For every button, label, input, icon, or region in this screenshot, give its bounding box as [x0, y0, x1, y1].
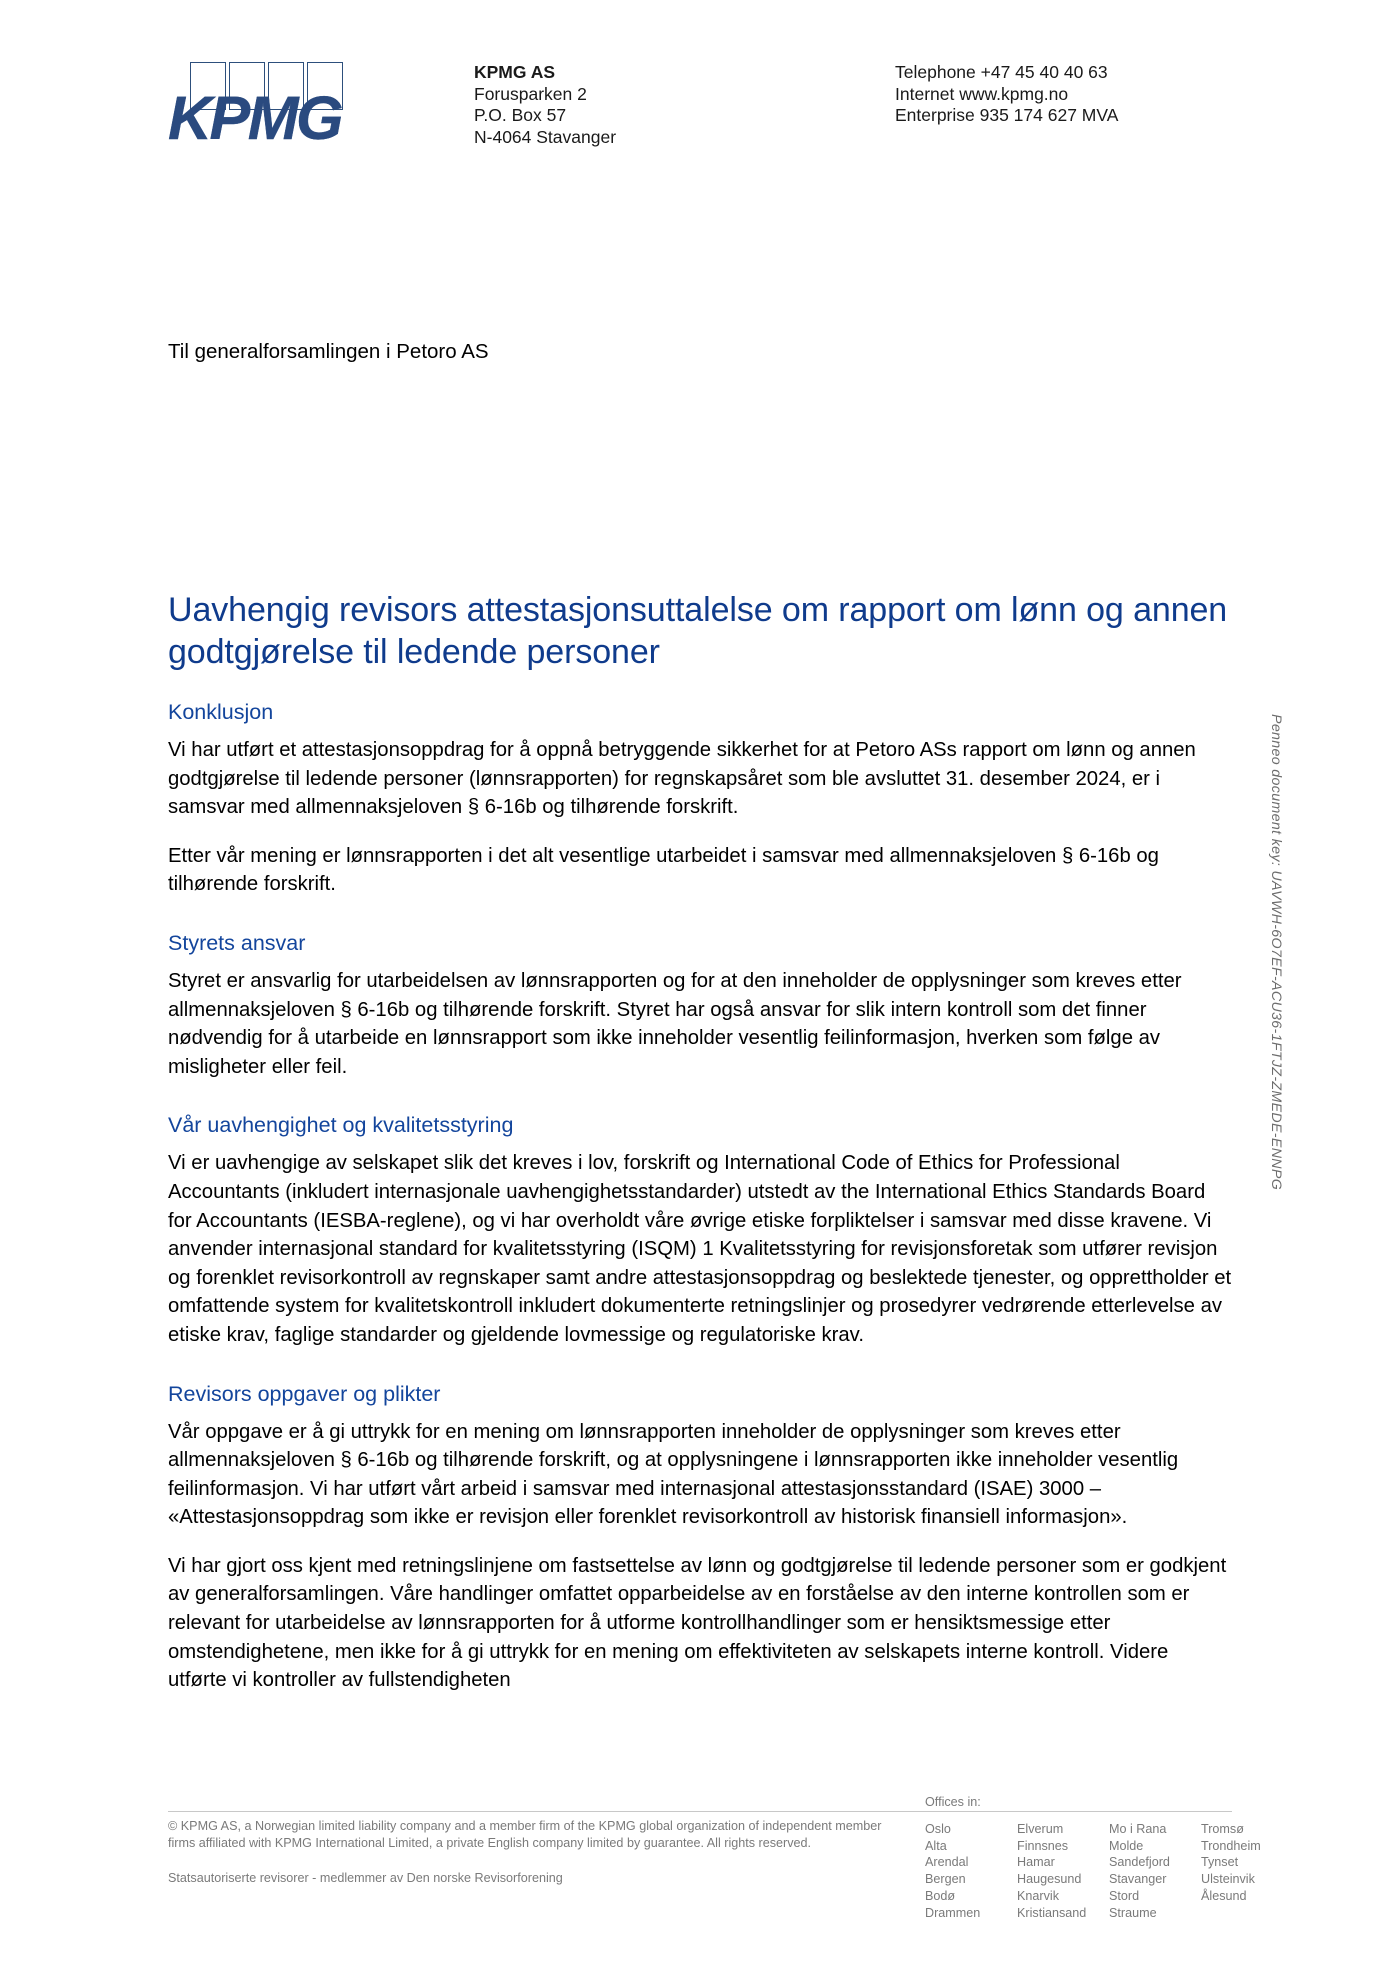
footer-offices [925, 1794, 1345, 1922]
offices-label: Offices in: [925, 1795, 981, 1809]
penneo-document-key: Penneo document key: UAVWH-6O7EF-ACU36-1FTJZ-ZMEDE-ENNPG [1268, 714, 1284, 1191]
address-line-1: Forusparken 2 [474, 83, 587, 104]
paragraph: Vi har utført et attestasjonsoppdrag for å oppnå betryggende sikkerhet for at Petoro ASs rapport om lønn og annen godtgjørelse til ledende personer (lønnsrapporten) for regnskapsåret som ble avsluttet 31. desember 2024, er i samsvar med allmennaksjeloven § 6-16b og tilhørende forskrift. [168, 739, 1196, 819]
addressee: Til generalforsamlingen i Petoro AS [168, 340, 489, 363]
offices-column [1017, 1821, 1109, 1922]
footer-membership: Statsautoriserte revisorer - medlemmer av Den norske Revisorforening [168, 1871, 563, 1885]
letterhead-contact [895, 62, 1118, 127]
offices-column [1109, 1821, 1201, 1922]
office-city: Bergen [925, 1872, 966, 1887]
telephone-line: Telephone +47 45 40 40 63 [895, 62, 1108, 82]
offices-column [925, 1821, 1017, 1922]
office-city: Haugesund [1017, 1872, 1082, 1887]
office-city: Sandefjord [1109, 1855, 1170, 1870]
office-city: Ulsteinvik [1201, 1872, 1255, 1887]
office-city: Ålesund [1201, 1888, 1247, 1903]
enterprise-line: Enterprise 935 174 627 MVA [895, 105, 1119, 125]
paragraph: Vi er uavhengige av selskapet slik det kreves i lov, forskrift og International Code of Ethics for Professional Accountants (inkludert internasjonale uavhengighetsstandarder) utstedt av the International Ethics Standards Board for Accountants (IESBA-reglene), og vi har overholdt våre øvrige etiske forpliktelser i samsvar med disse kravene. Vi anvender internasjonal standard for kvalitetsstyring (ISQM) 1 Kvalitetsstyring for revisjonsforetak som utfører revisjon og forenklet revisorkontroll av regnskaper samt andre attestasjonsoppdrag og beslektede tjenester, og opprettholder et omfattende system for kvalitetskontroll inkludert dokumenterte retningslinjer og prosedyrer vedrørende etterlevelse av etiske krav, faglige standarder og gjeldende lovmessige og regulatoriske krav. [168, 1152, 1232, 1346]
office-city: Bodø [925, 1888, 956, 1903]
office-city: Mo i Rana [1109, 1821, 1167, 1836]
section-heading-styrets-ansvar: Styrets ansvar [168, 930, 306, 955]
office-city: Stavanger [1109, 1872, 1167, 1887]
office-city: Drammen [925, 1905, 981, 1920]
footer-copyright: © KPMG AS, a Norwegian limited liability company and a member firm of the KPMG global organization of independent member firms affiliated with KPMG International Limited, a private English company limited by guarantee. All rights reserved. [168, 1819, 882, 1850]
company-name: KPMG AS [474, 62, 556, 82]
letterhead-address [474, 62, 616, 148]
office-city: Elverum [1017, 1821, 1064, 1836]
footer [0, 1795, 1400, 1958]
office-city: Stord [1109, 1888, 1140, 1903]
office-city: Tromsø [1201, 1821, 1244, 1836]
kpmg-logo [168, 62, 343, 152]
office-city: Molde [1109, 1838, 1144, 1853]
section-heading-uavhengighet: Vår uavhengighet og kvalitetsstyring [168, 1113, 514, 1138]
section-heading-konklusjon: Konklusjon [168, 700, 274, 724]
office-city: Alta [925, 1838, 947, 1853]
letterhead [0, 62, 1400, 172]
office-city: Finnsnes [1017, 1838, 1069, 1853]
document-body [168, 589, 1232, 1695]
logo-wordmark: KPMG [168, 84, 341, 152]
office-city: Tynset [1201, 1855, 1239, 1870]
office-city: Straume [1109, 1905, 1157, 1920]
paragraph: Etter vår mening er lønnsrapporten i det alt vesentlige utarbeidet i samsvar med allmennaksjeloven § 6-16b og tilhørende forskrift. [168, 844, 1159, 896]
office-city: Oslo [925, 1821, 951, 1836]
office-city: Kristiansand [1017, 1905, 1087, 1920]
page-title: Uavhengig revisors attestasjonsuttalelse om rapport om lønn og annen godtgjørelse til ledende personer [168, 591, 1228, 671]
paragraph: Vår oppgave er å gi uttrykk for en mening om lønnsrapporten inneholder de opplysninger som kreves etter allmennaksjeloven § 6-16b og tilhørende forskrift, og at opplysningene i lønnsrapporten ikke inneholder vesentlig feilinformasjon. Vi har utført vårt arbeid i samsvar med internasjonal attestasjonsstandard (ISAE) 3000 – «Attestasjonsoppdrag som ikke er revisjon eller forenklet revisorkontroll av historisk finansiell informasjon». [168, 1420, 1179, 1529]
office-city: Knarvik [1017, 1888, 1059, 1903]
paragraph: Vi har gjort oss kjent med retningslinjene om fastsettelse av lønn og godtgjørelse til ledende personer som er godkjent av generalforsamlingen. Våre handlinger omfattet opparbeidelse av en forståelse av den interne kontrollen som er relevant for utarbeidelse av lønnsrapporten for å utforme kontrollhandlinger som er hensiktsmessige etter omstendighetene, men ikke for å gi uttrykk for en mening om effektiviteten av selskapets interne kontroll. Videre utførte vi kontroller av fullstendigheten [168, 1554, 1227, 1692]
paragraph: Styret er ansvarlig for utarbeidelsen av lønnsrapporten og for at den inneholder de opplysninger som kreves etter allmennaksjeloven § 6-16b og tilhørende forskrift. Styret har også ansvar for slik intern kontroll som det finner nødvendig for å utarbeide en lønnsrapport som ikke inneholder vesentlig feilinformasjon, hverken som følge av misligheter eller feil. [168, 969, 1182, 1078]
section-heading-revisors-oppgaver: Revisors oppgaver og plikter [168, 1381, 441, 1406]
offices-columns [925, 1821, 1345, 1922]
offices-column [1201, 1821, 1293, 1922]
footer-legal [168, 1818, 898, 1887]
internet-line: Internet www.kpmg.no [895, 83, 1069, 104]
office-city: Trondheim [1201, 1838, 1261, 1853]
office-city: Arendal [925, 1855, 969, 1870]
address-line-2: P.O. Box 57 [474, 105, 567, 125]
office-city: Hamar [1017, 1855, 1055, 1870]
address-line-3: N-4064 Stavanger [474, 126, 617, 147]
